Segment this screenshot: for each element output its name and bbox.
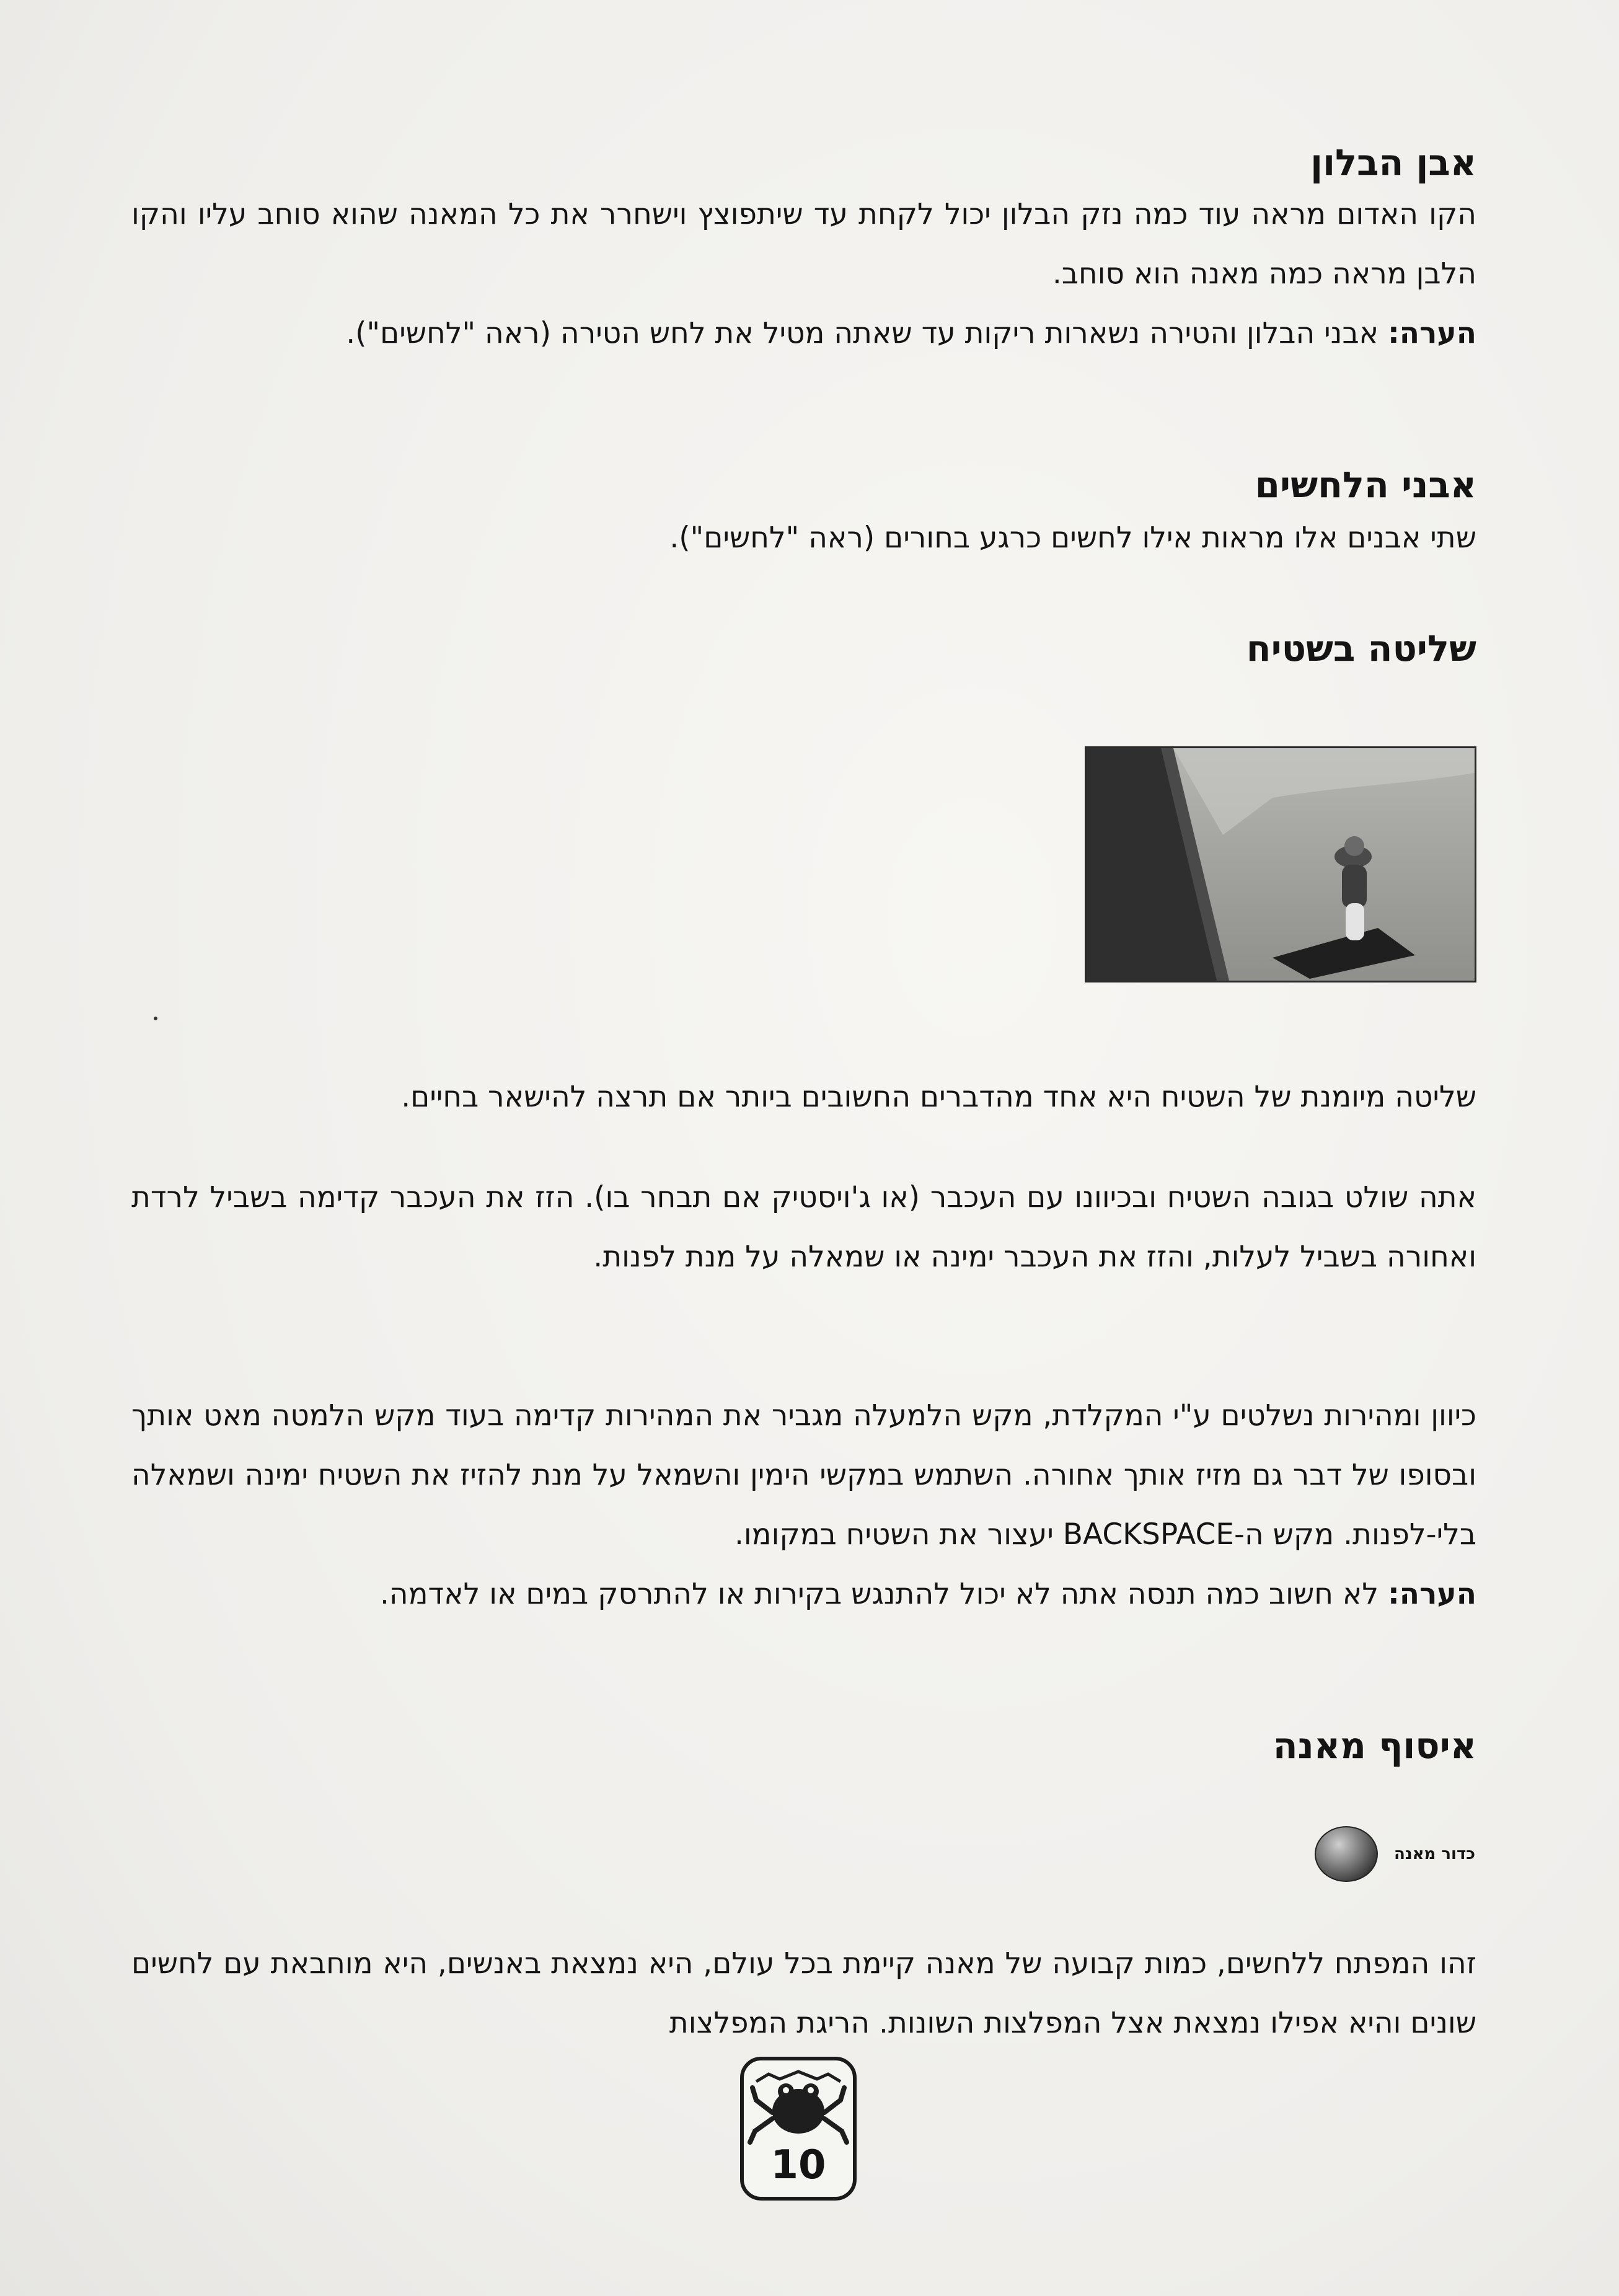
frog-emblem-icon	[744, 2063, 853, 2150]
game-screenshot	[1085, 746, 1476, 982]
mana-collect-text	[131, 1934, 1476, 2053]
note-label: הערה:	[1388, 316, 1476, 350]
balloon-stone-text	[131, 185, 1476, 363]
carpet-scene-image	[1087, 748, 1475, 981]
note-text: אבני הבלון והטירה נשארות ריקות עד שאתה מטיל את לחש הטירה (ראה "לחשים").	[346, 316, 1379, 350]
spell-stones-text	[131, 508, 1476, 568]
note-label: הערה:	[1388, 1577, 1476, 1611]
heading-mana-collect: איסוף מאנה	[1273, 1724, 1476, 1767]
note	[131, 304, 1476, 363]
paragraph: שליטה מיומנת של השטיח היא אחד מהדברים החשובים ביותר אם תרצה להישאר בחיים.	[401, 1080, 1476, 1114]
print-speck	[154, 1017, 157, 1020]
heading-spell-stones: אבני הלחשים	[1255, 464, 1476, 506]
mana-orb-label: כדור מאנה	[1393, 1845, 1475, 1863]
note-text: לא חשוב כמה תנסה אתה לא יכול להתנגש בקירות או להתרסק במים או לאדמה.	[379, 1577, 1379, 1611]
page-number-badge	[740, 2057, 857, 2201]
carpet-control-text-3	[131, 1386, 1476, 1624]
paragraph: כיוון ומהירות נשלטים ע"י המקלדת, מקש הלמעלה מגביר את המהירות קדימה בעוד מקש הלמטה מאט אותך ובסופו של דבר גם מזיז אותך אחורה. השתמש במקשי הימין והשמאל על מנת להזיז את השטיח ימינה ושמאלה בלי-לפנות. מקש ה-BACKSPACE יעצור את השטיח במקומו.	[131, 1398, 1476, 1552]
carpet-control-text	[131, 1067, 1476, 1127]
paragraph: אתה שולט בגובה השטיח ובכיוונו עם העכבר (או ג'ויסטיק אם תבחר בו). הזז את העכבר קדימה בשביל לרדת ואחורה בשביל לעלות, והזז את העכבר ימינה או שמאלה על מנת לפנות.	[131, 1180, 1476, 1274]
page-number: 10	[770, 2142, 826, 2188]
paragraph: הקו האדום מראה עוד כמה נזק הבלון יכול לקחת עד שיתפוצץ וישחרר את כל המאנה שהוא סוחב עליו והקו הלבן מראה כמה מאנה הוא סוחב.	[131, 197, 1476, 291]
mana-orb-legend	[1315, 1820, 1475, 1888]
paragraph: זהו המפתח ללחשים, כמות קבועה של מאנה קיימת בכל עולם, היא נמצאת באנשים, היא מוחבאת עם לחשים שונים והיא אפילו נמצאת אצל המפלצות השונות. הריגת המפלצות	[131, 1946, 1476, 2040]
heading-balloon-stone: אבן הבלון	[1310, 141, 1476, 183]
carpet-control-text-2	[131, 1168, 1476, 1287]
note	[131, 1565, 1476, 1624]
heading-carpet-control: שליטה בשטיח	[1246, 627, 1476, 669]
paragraph: שתי אבנים אלו מראות אילו לחשים כרגע בחורים (ראה "לחשים").	[669, 521, 1476, 555]
mana-orb-icon	[1315, 1826, 1378, 1882]
